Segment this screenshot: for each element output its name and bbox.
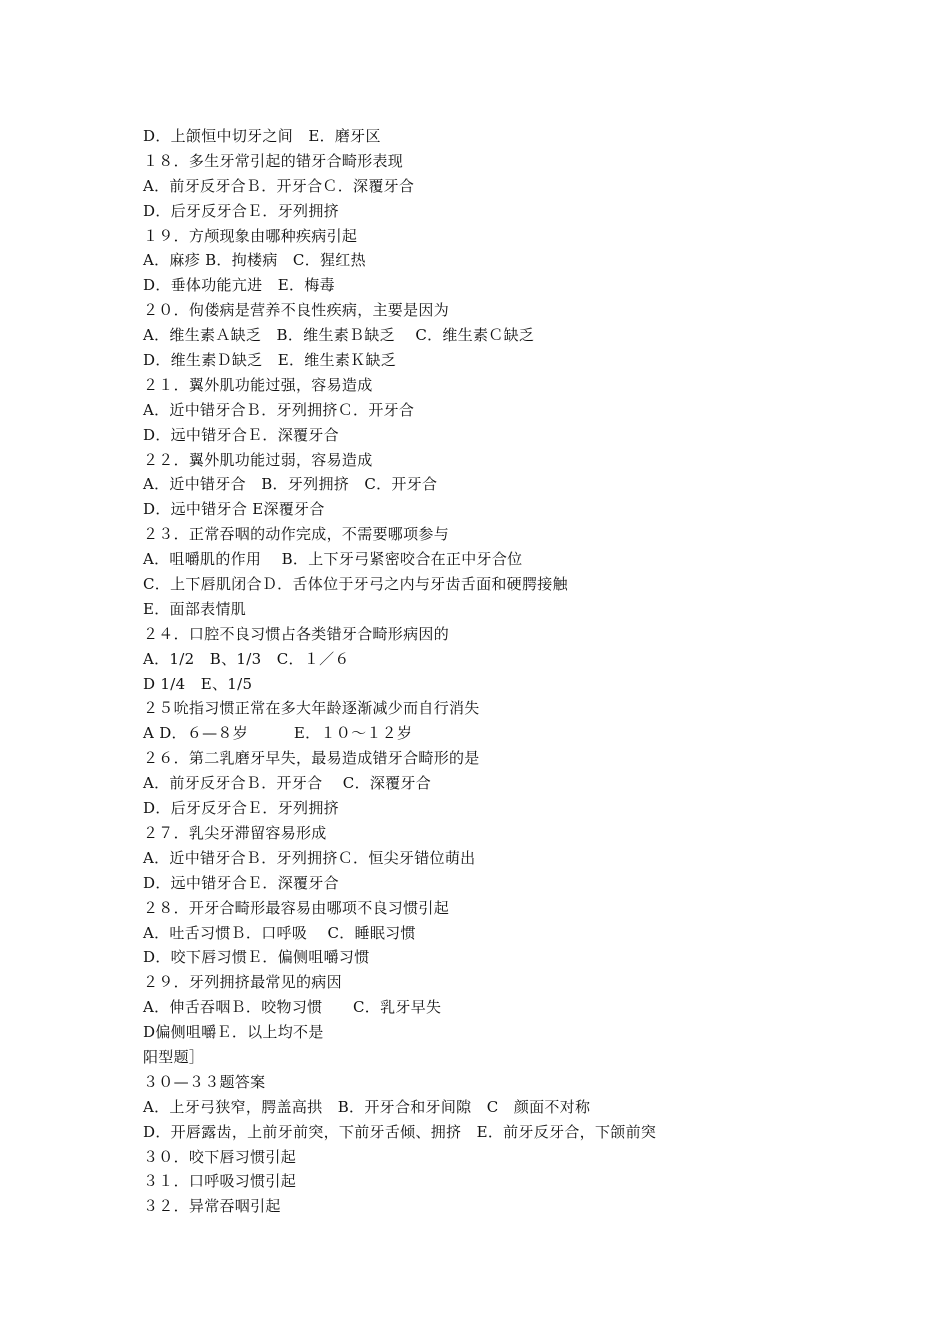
text-line: A．近中错牙合Ｂ．牙列拥挤Ｃ．恒尖牙错位萌出 xyxy=(143,848,476,867)
text-line: D．咬下唇习惯Ｅ．偏侧咀嚼习惯 xyxy=(143,948,370,967)
question-28: ２８．开牙合畸形最容易由哪项不良习惯引起 xyxy=(143,898,450,917)
text-line: D．远中错牙合 E深覆牙合 xyxy=(143,500,325,519)
text-line: A．近中错牙合 B．牙列拥挤 C．开牙合 xyxy=(143,475,438,494)
question-27: ２７．乳尖牙滞留容易形成 xyxy=(143,823,327,842)
text-line: D偏侧咀嚼Ｅ．以上均不是 xyxy=(143,1023,324,1042)
text-line: D．远中错牙合Ｅ．深覆牙合 xyxy=(143,425,339,444)
text-line: A．咀嚼肌的作用 B．上下牙弓紧密咬合在正中牙合位 xyxy=(143,550,523,569)
question-30: ３０．咬下唇习惯引起 xyxy=(143,1147,297,1166)
question-19: １９．方颅现象由哪种疾病引起 xyxy=(143,226,358,245)
text-line: D．垂体功能亢进 E．梅毒 xyxy=(143,276,335,295)
text-line: A．伸舌吞咽Ｂ．咬物习惯 C．乳牙早失 xyxy=(143,998,442,1017)
text-line: D 1/4 E、1/5 xyxy=(143,674,253,693)
text-line: A．前牙反牙合Ｂ．开牙合Ｃ．深覆牙合 xyxy=(143,176,415,195)
question-32: ３２．异常吞咽引起 xyxy=(143,1197,281,1216)
question-22: ２２．翼外肌功能过弱，容易造成 xyxy=(143,450,373,469)
question-29: ２９．牙列拥挤最常见的病因 xyxy=(143,973,342,992)
text-line: A．1/2 B、1/3 C．１／６ xyxy=(143,649,350,668)
question-31: ３１．口呼吸习惯引起 xyxy=(143,1172,297,1191)
text-line: A．麻疹 B．拘楼病 C．猩红热 xyxy=(143,251,366,270)
text-line: A．吐舌习惯Ｂ．口呼吸 C．睡眠习惯 xyxy=(143,923,416,942)
document-body xyxy=(143,124,863,1219)
answer-group-heading: ３０—３３题答案 xyxy=(143,1072,266,1091)
text-line: D．后牙反牙合Ｅ．牙列拥挤 xyxy=(143,201,339,220)
question-20: ２０．佝偻病是营养不良性疾病，主要是因为 xyxy=(143,301,450,320)
text-line: A．前牙反牙合Ｂ．开牙合 C．深覆牙合 xyxy=(143,774,432,793)
text-line: D．后牙反牙合Ｅ．牙列拥挤 xyxy=(143,799,339,818)
question-24: ２４．口腔不良习惯占各类错牙合畸形病因的 xyxy=(143,624,450,643)
text-line: D．开唇露齿，上前牙前突，下前牙舌倾、拥挤 E．前牙反牙合，下颌前突 xyxy=(143,1122,657,1141)
text-line: C．上下唇肌闭合Ｄ．舌体位于牙弓之内与牙齿舌面和硬腭接触 xyxy=(143,575,568,594)
text-line: A．维生素Ａ缺乏 B．维生素Ｂ缺乏 C．维生素Ｃ缺乏 xyxy=(143,326,535,345)
text-line: A．近中错牙合Ｂ．牙列拥挤Ｃ．开牙合 xyxy=(143,400,415,419)
text-line: E．面部表情肌 xyxy=(143,599,247,618)
text-line: D．维生素Ｄ缺乏 E．维生素Ｋ缺乏 xyxy=(143,351,397,370)
text-line: A D．６—８岁 E．１０～１２岁 xyxy=(143,724,413,743)
text-line: D．远中错牙合Ｅ．深覆牙合 xyxy=(143,873,339,892)
question-25: ２５吮指习惯正常在多大年龄逐渐减少而自行消失 xyxy=(143,699,480,718)
question-21: ２１．翼外肌功能过强，容易造成 xyxy=(143,375,373,394)
text-line: D．上颌恒中切牙之间 E．磨牙区 xyxy=(143,127,381,145)
question-18: １８．多生牙常引起的错牙合畸形表现 xyxy=(143,151,404,170)
question-23: ２３．正常吞咽的动作完成，不需要哪项参与 xyxy=(143,525,450,544)
section-heading: 阳型题］ xyxy=(143,1047,205,1066)
question-26: ２６．第二乳磨牙早失，最易造成错牙合畸形的是 xyxy=(143,749,480,768)
text-line: A．上牙弓狭窄，腭盖高拱 B．开牙合和牙间隙 C 颜面不对称 xyxy=(143,1097,591,1116)
